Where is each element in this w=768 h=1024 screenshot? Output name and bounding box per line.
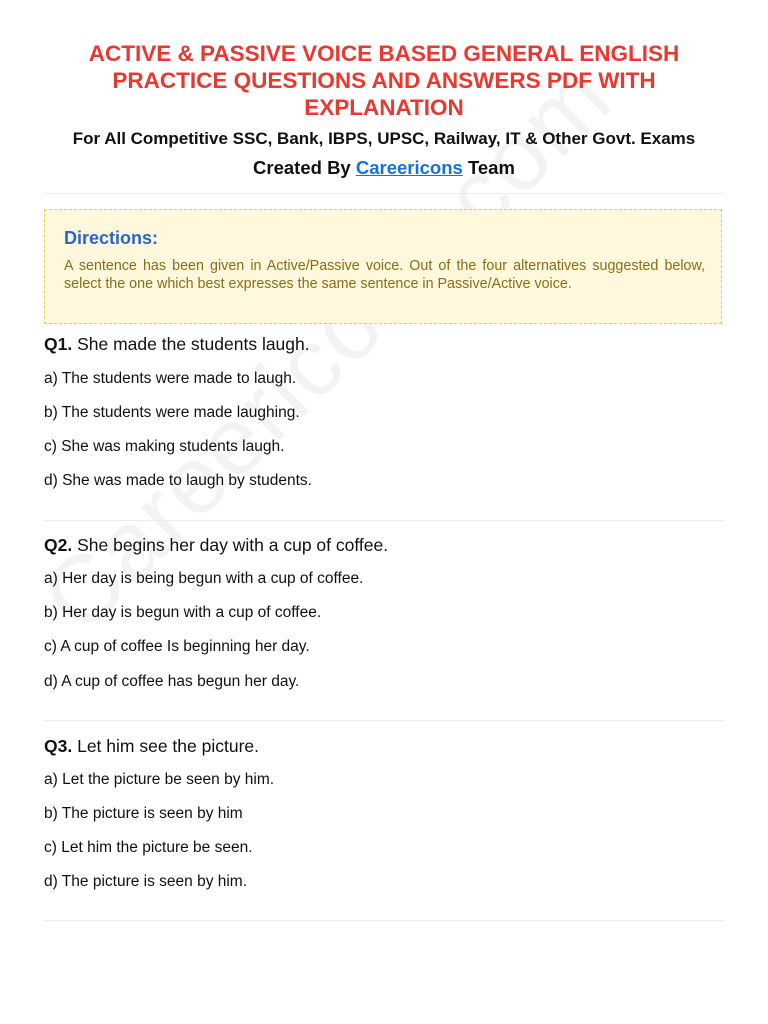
- question-stem: [44, 534, 724, 556]
- option-a[interactable]: a) Let the picture be seen by him.: [44, 771, 275, 788]
- question-number: Q2.: [44, 535, 73, 555]
- option-b[interactable]: b) The picture is seen by him: [44, 805, 243, 822]
- page-title: ACTIVE & PASSIVE VOICE BASED GENERAL ENGLISH PRACTICE QUESTIONS AND ANSWERS PDF WITH EXPLANATION: [88, 41, 680, 120]
- question-text: She begins her day with a cup of coffee.: [77, 535, 389, 555]
- credit-line: [20, 156, 748, 180]
- question-stem: [44, 735, 724, 757]
- credit-suffix: Team: [467, 157, 515, 178]
- question-text: Let him see the picture.: [77, 736, 259, 756]
- divider: [44, 920, 724, 921]
- credit-prefix: Created By: [253, 157, 351, 178]
- question-stem: [44, 333, 724, 355]
- option-a[interactable]: a) The students were made to laugh.: [44, 370, 297, 387]
- option-d[interactable]: d) A cup of coffee has begun her day.: [44, 673, 300, 690]
- divider: [44, 520, 724, 521]
- question-text: She made the students laugh.: [77, 334, 310, 354]
- directions-heading: Directions:: [64, 228, 159, 248]
- option-c[interactable]: c) She was making students laugh.: [44, 438, 285, 455]
- divider: [44, 193, 724, 194]
- option-b[interactable]: b) The students were made laughing.: [44, 404, 300, 421]
- option-a[interactable]: a) Her day is being begun with a cup of coffee.: [44, 570, 364, 587]
- question-2: [44, 534, 724, 690]
- option-b[interactable]: b) Her day is begun with a cup of coffee.: [44, 604, 322, 621]
- careericons-link[interactable]: Careericons: [355, 157, 463, 178]
- option-d[interactable]: d) The picture is seen by him.: [44, 873, 248, 890]
- option-d[interactable]: d) She was made to laugh by students.: [44, 472, 312, 489]
- option-c[interactable]: c) Let him the picture be seen.: [44, 839, 253, 856]
- directions-box: [44, 209, 722, 324]
- directions-text: A sentence has been given in Active/Passive voice. Out of the four alternatives suggested below, select the one which best expresses the same sentence in Passive/Active voice.: [64, 258, 705, 292]
- divider: [44, 720, 724, 721]
- question-number: Q1.: [44, 334, 73, 354]
- question-1: [44, 333, 724, 489]
- page-subtitle: For All Competitive SSC, Bank, IBPS, UPSC, Railway, IT & Other Govt. Exams: [72, 129, 696, 148]
- option-c[interactable]: c) A cup of coffee Is beginning her day.: [44, 638, 310, 655]
- question-3: [44, 735, 724, 890]
- question-number: Q3.: [44, 736, 73, 756]
